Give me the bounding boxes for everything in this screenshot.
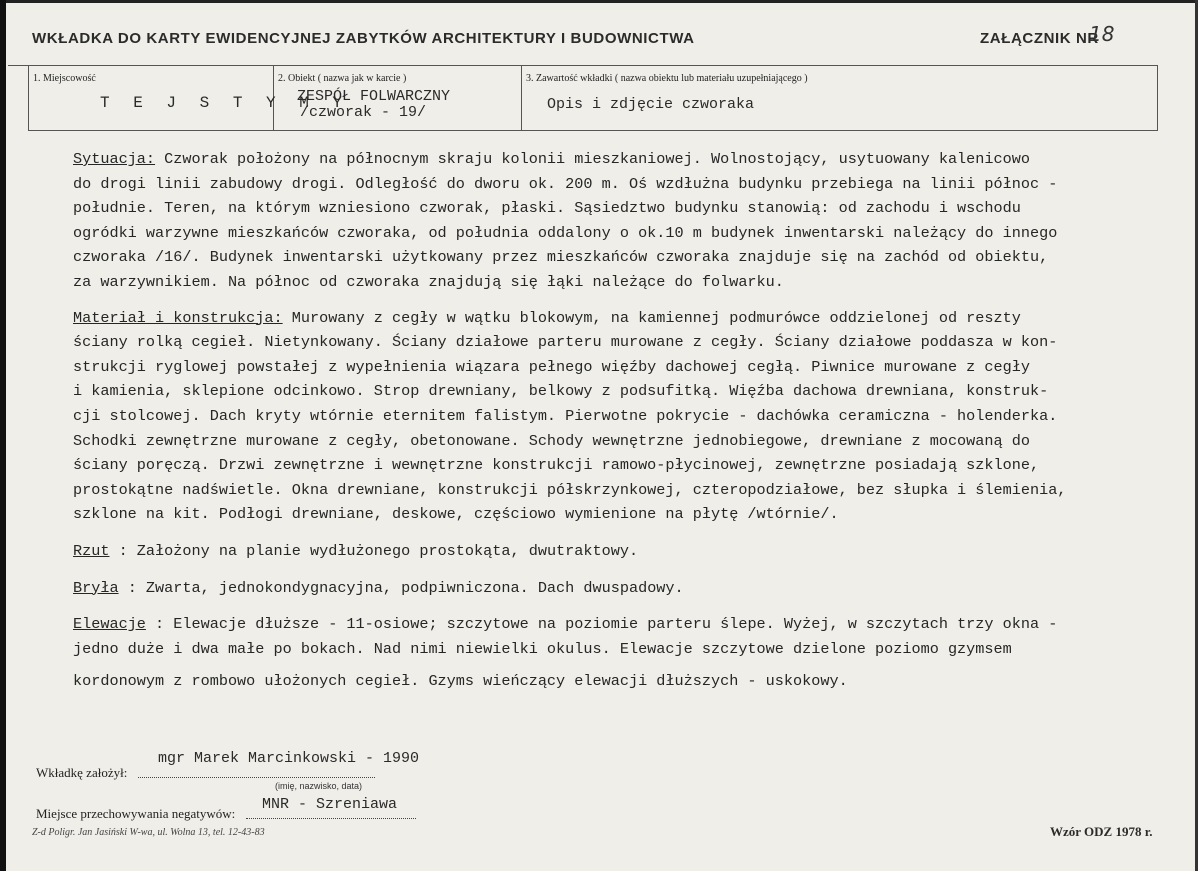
field-separator-2 — [521, 65, 522, 131]
section-sytuacja — [73, 150, 1163, 298]
text-line: ściany rolką cegieł. Nietynkowany. Ściany działowe parteru murowane z cegły. Ściany działowe poddasza w kon- — [73, 333, 1058, 352]
header-divider — [8, 65, 1158, 66]
field-3-content: Opis i zdjęcie czworaka — [547, 96, 755, 113]
field-2-object-line2: /czworak - 19/ — [300, 104, 427, 121]
annex-label: ZAŁĄCZNIK NR — [980, 30, 1099, 47]
section-heading: Materiał i konstrukcja: — [73, 308, 283, 327]
author-label: Wkładkę założył: — [36, 765, 128, 780]
section-heading: Elewacje — [73, 615, 146, 634]
printer-imprint: Z-d Poligr. Jan Jasiński W-wa, ul. Wolna 13, tel. 12-43-83 — [32, 827, 265, 838]
text-line: prostokątne nadświetle. Okna drewniane, konstrukcji półskrzynkowej, czteropodziałowe, bez słupka i ślemienia, — [73, 480, 1067, 499]
storage-value: MNR - Szreniawa — [262, 796, 398, 813]
storage-label: Miejsce przechowywania negatywów: — [36, 806, 236, 821]
text-line: Elewacje : Elewacje dłuższe - 11-osiowe; szczytowe na poziomie parteru ślepe. Wyżej, w szczytach trzy okna - — [73, 615, 1058, 634]
field-2-label: 2. Obiekt ( nazwa jak w karcie ) — [278, 73, 407, 84]
form-pattern: Wzór ODZ 1978 r. — [1050, 824, 1153, 839]
text-line: Rzut : Założony na planie wydłużonego prostokąta, dwutraktowy. — [73, 541, 639, 560]
text-line: i kamienia, sklepione odcinkowo. Strop drewniany, belkowy z podsufitką. Więźba dachowa drewniana, konstruk- — [73, 382, 1049, 401]
card-top-edge — [0, 0, 1198, 3]
text-line: strukcji ryglowej powstałej z wypełnienia wiązara pełnego więźby dachowej cegłą. Piwnice murowane z cegły — [73, 357, 1030, 376]
fields-left-border — [28, 65, 29, 131]
section-material — [73, 309, 1163, 530]
text-line: cji stolcowej. Dach kryty wtórnie eternitem falistym. Pierwotne pokrycie - dachówka ceramiczna - holenderka. — [73, 406, 1058, 425]
text-line: kordonowym z rombowo ułożonych cegieł. Gzyms wieńczący elewacji dłuższych - uskokowy. — [73, 672, 848, 691]
text-line: ogródki warzywne mieszkańców czworaka, od południa oddalony o ok.10 m budynek inwentarski należący do innego — [73, 223, 1058, 242]
annex-number: 18 — [1089, 22, 1115, 46]
field-3-label: 3. Zawartość wkładki ( nazwa obiektu lub materiału uzupełniającego ) — [526, 73, 808, 84]
author-hint: (imię, nazwisko, data) — [275, 781, 363, 791]
card-left-edge — [0, 0, 6, 871]
text-line: ściany poręczą. Drzwi zewnętrzne i wewnętrzne konstrukcji ramowo-płycinowej, zewnętrzne posiadają szklone, — [73, 456, 1040, 475]
author-dotted-line — [138, 777, 375, 778]
text-line: Sytuacja: Czworak położony na północnym skraju kolonii mieszkaniowej. Wolnostojący, usytuowany kalenicowo — [73, 150, 1030, 168]
description-body — [73, 150, 1163, 697]
section-bryla — [73, 579, 1163, 604]
section-heading: Sytuacja: — [73, 150, 156, 168]
field-1-label: 1. Miejscowość — [33, 73, 96, 84]
text-line: za warzywnikiem. Na północ od czworaka znajdują się łąki należące do folwarku. — [73, 272, 784, 291]
field-2-object-line1: ZESPÓŁ FOLWARCZNY — [297, 88, 451, 105]
section-heading: Bryła — [73, 578, 119, 597]
section-rzut — [73, 542, 1163, 567]
card-title: WKŁADKA DO KARTY EWIDENCYJNEJ ZABYTKÓW ARCHITEKTURY I BUDOWNICTWA — [32, 30, 695, 47]
text-line: Materiał i konstrukcja: Murowany z cegły w wątku blokowym, na kamiennej podmurówce oddzielonej od reszty — [73, 308, 1021, 327]
text-line: czworaka /16/. Budynek inwentarski użytkowany przez mieszkańców czworaka znajduje się na zachód od obiektu, — [73, 248, 1049, 267]
text-line: szklone na kit. Podłogi drewniane, deskowe, częściowo wymienione na płytę /wtórnie/. — [73, 505, 839, 524]
field-1-locality: T E J S T Y M Y — [100, 94, 350, 112]
text-line: Bryła : Zwarta, jednokondygnacyjna, podpiwniczona. Dach dwuspadowy. — [73, 578, 684, 597]
text-line: jedno duże i dwa małe po bokach. Nad nimi niewielki okulus. Elewacje szczytowe dzielone poziomo gzymsem — [73, 639, 1012, 658]
section-heading: Rzut — [73, 541, 110, 560]
section-elewacje — [73, 615, 1163, 697]
storage-dotted-line — [246, 818, 416, 819]
text-line: południe. Teren, na którym wzniesiono czworak, płaski. Sąsiedztwo budynku stanowią: od zachodu i wschodu — [73, 199, 1021, 218]
author-value: mgr Marek Marcinkowski - 1990 — [158, 750, 420, 767]
fields-bottom-divider — [28, 130, 1158, 131]
text-line: Schodki zewnętrzne murowane z cegły, obetonowane. Schody wewnętrzne jednobiegowe, drewniane z mocowaną do — [73, 431, 1030, 450]
fields-right-border — [1157, 65, 1158, 131]
text-line: do drogi linii zabudowy drogi. Odległość do dworu ok. 200 m. Oś wzdłużna budynku przebiega na linii północ - — [73, 174, 1058, 193]
